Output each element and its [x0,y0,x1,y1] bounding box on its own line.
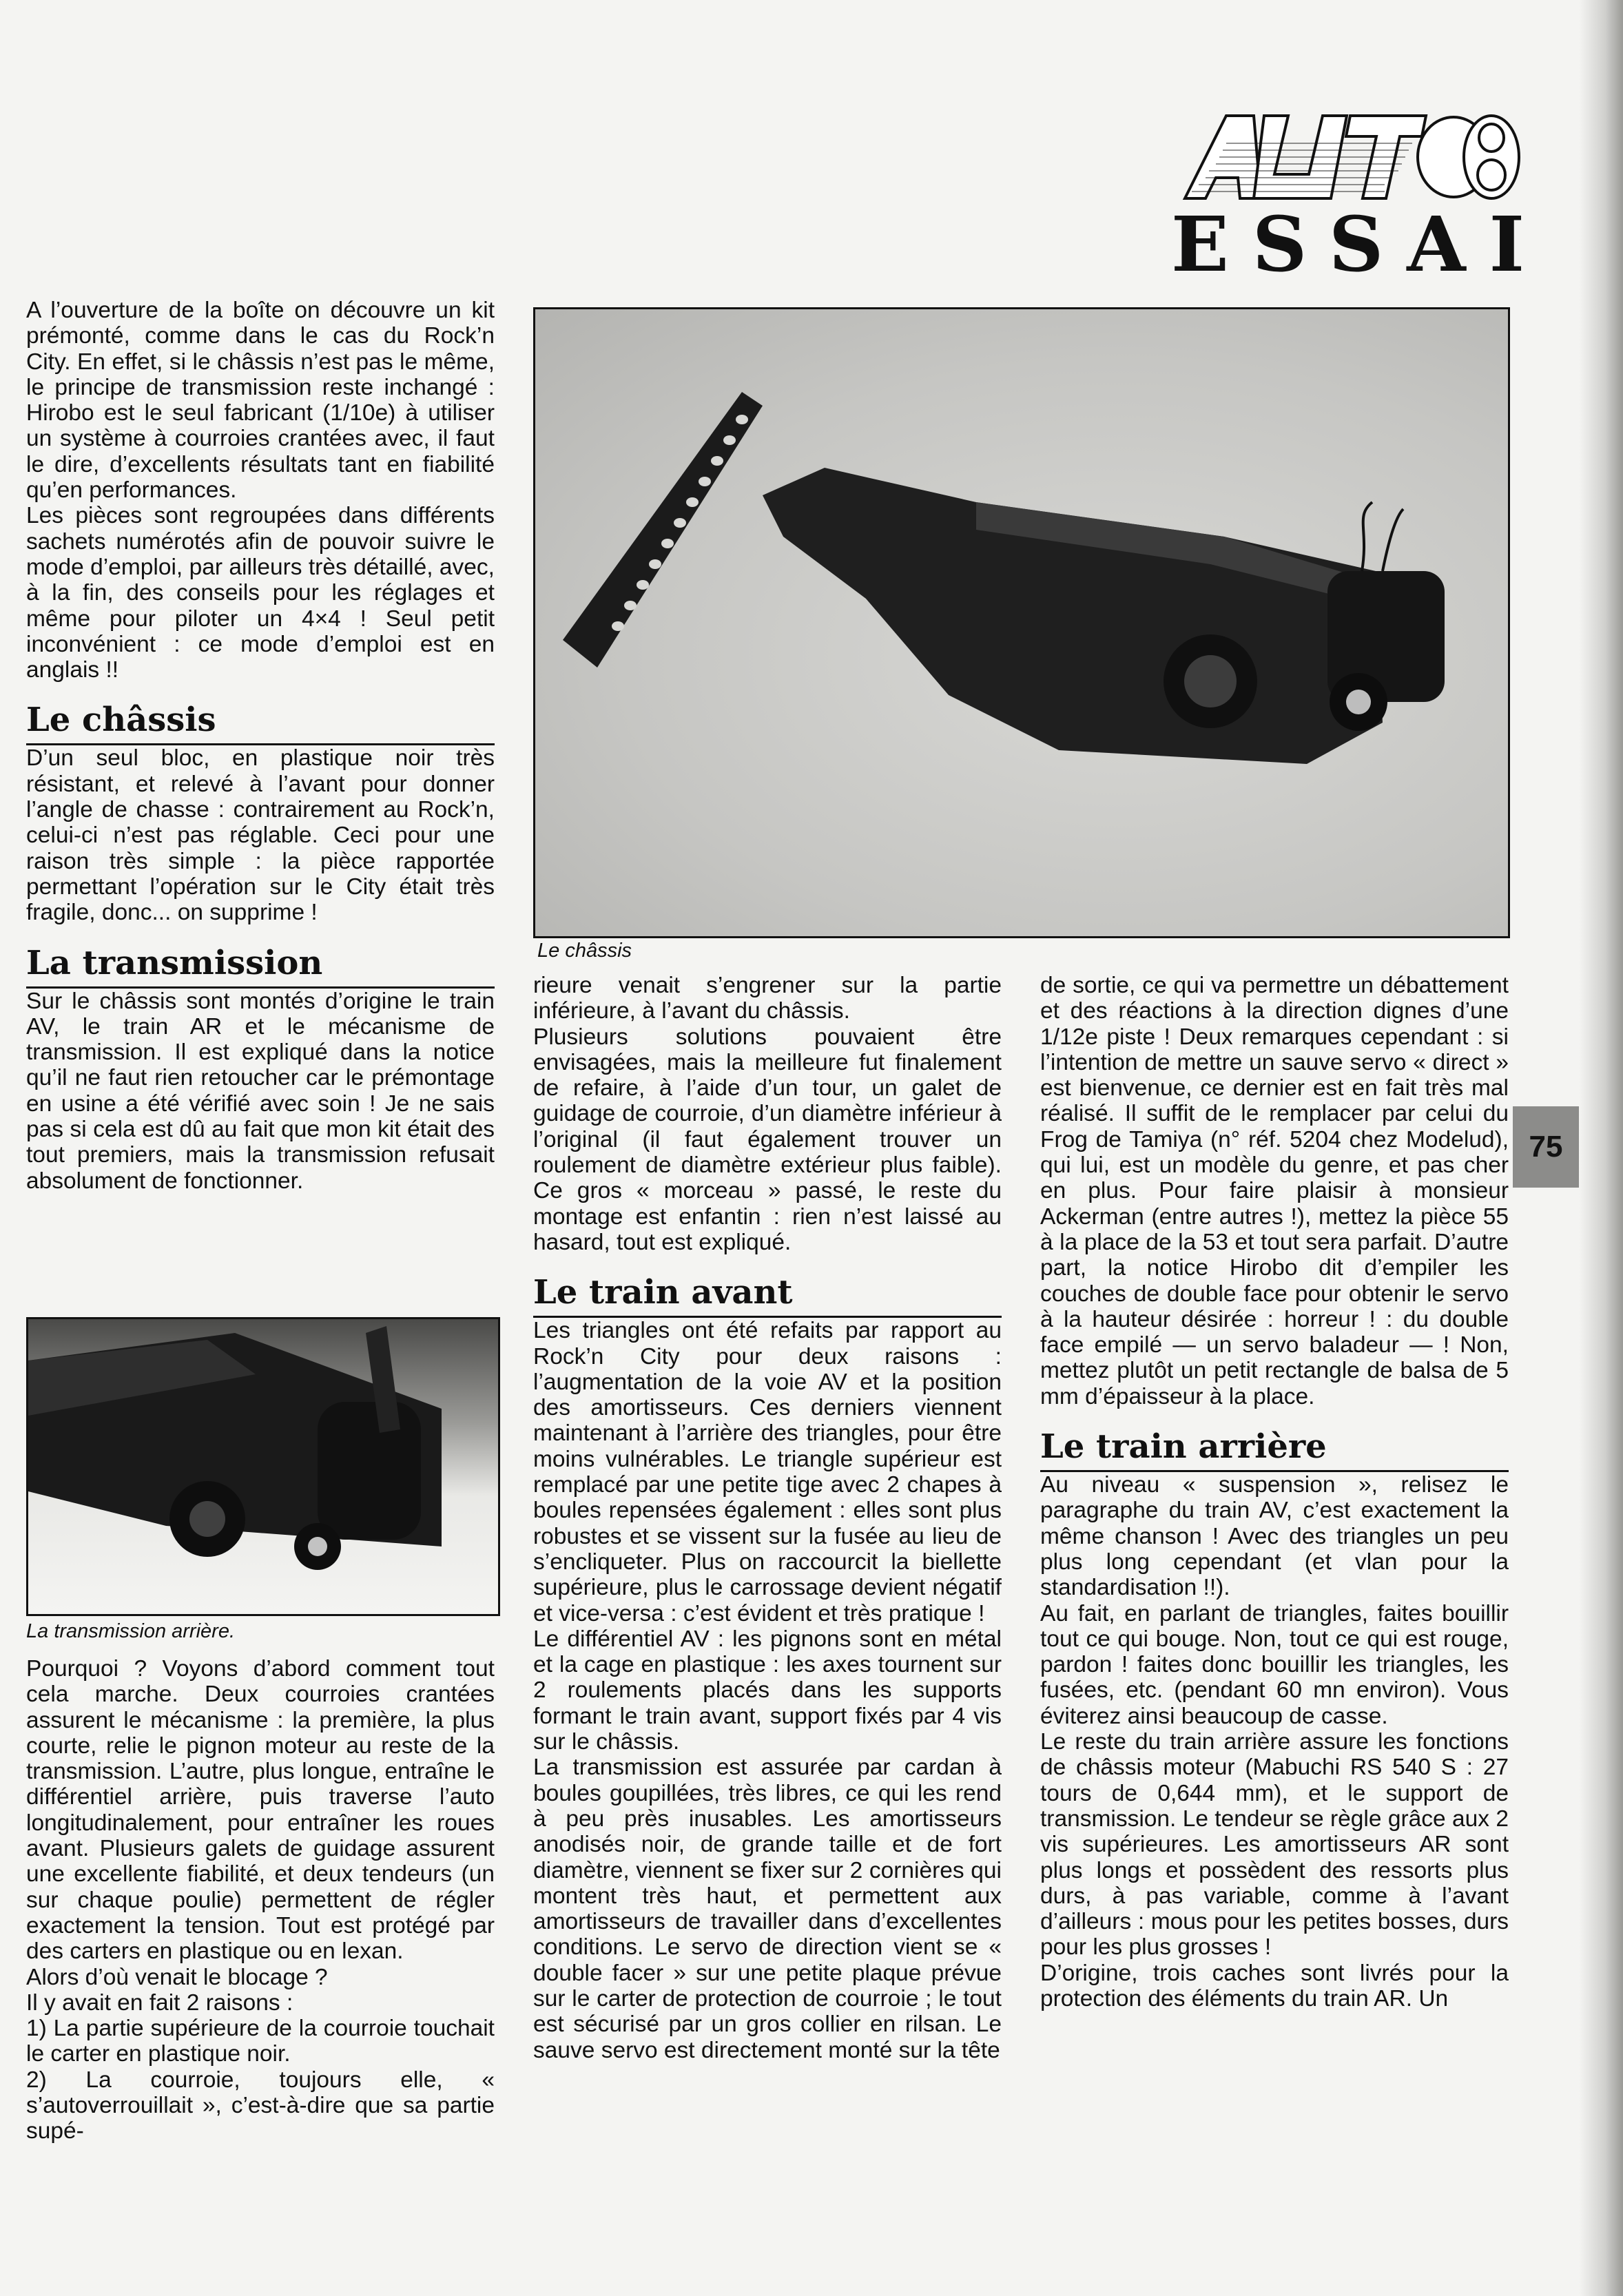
column-2 [533,973,1002,2063]
col3-paragraph-1: de sortie, ce qui va permettre un débattement et des réactions à la direction dignes d’une 1/12e piste ! Deux remarques cependant : si l’intention de mettre un sauve servo « direct » est bienvenue, ce dernier est en fait très mal réalisé. Il suffit de le remplacer par celui du Frog de Tamiya (n° réf. 5204 chez Modelud), qui lui, est un modèle du genre, et pas cher en plus. Pour faire plaisir à monsieur Ackerman (entre autres !), mettez la pièce 55 à la place de la 53 et tout sera parfait. D’autre part, la notice Hirobo dit d’empiler les couches de double face pour obtenir le servo à la hauteur désirée : horreur ! : du double face empilé — un servo baladeur — ! Non, mettez plutôt un petit rectangle de balsa de 5 mm d’épaisseur à la place. [1040,973,1509,1409]
col2-paragraph-4: Le différentiel AV : les pignons sont en métal et la cage en plastique : les axes tournent sur 2 roulements placés dans les supports formant le train avant, support fixés par 4 vis sur le châssis. [533,1626,1002,1755]
auto8-logo [1178,109,1522,205]
pourquoi-paragraph-1: Pourquoi ? Voyons d’abord comment tout cela marche. Deux courroies crantées assurent le mécanisme : la première, la plus courte, relie le pignon moteur au reste de la transmission. L’autre, plus longue, entraîne le différentiel arrière, puis traverse l’auto longitudinalement, pour entraîner les roues avant. Plusieurs galets de guidage assurent une excellente fiabilité, et deux tendeurs (un sur chaque poulie) permettent de régler exactement la tension. Tout est protégé par des carters en plastique ou en lexan. [26,1656,495,1965]
transmission-photo [26,1317,500,1616]
pourquoi-paragraph-2: Alors d’où venait le blocage ? [26,1964,328,1990]
transmission-photo-caption: La transmission arrière. [26,1620,235,1642]
chassis-photo-caption: Le châssis [537,940,632,962]
col3-paragraph-5: D’origine, trois caches sont livrés pour la protection des éléments du train AR. Un [1040,1960,1509,2011]
pourquoi-paragraph-3: Il y avait en fait 2 raisons : [26,1989,293,2016]
page-edge-shadow [1579,0,1623,2296]
heading-train-arriere: Le train arrière [1040,1426,1509,1472]
col2-paragraph-2: Plusieurs solutions pouvaient être envisagées, mais la meilleure fut finalement de refaire, à l’aide d’un tour, un galet de guidage de courroie, d’un diamètre inférieur à l’original (il faut également trouver un roulement de diamètre extérieur plus faible). Ce gros « morceau » passé, le reste du montage est enfantin : rien n’est laissé au hasard, tout est expliqué. [533,1024,1002,1255]
col2-paragraph-5: La transmission est assurée par cardan à boules goupillées, très libres, ce qui les rend à peu près inusables. Les amortisseurs anodisés noir, de grande taille et de fort diamètre, viennent se fixer sur 2 cornières qui montent très haut, et permettent aux amortisseurs de travailler dans d’excellentes conditions. Le servo de direction vient se « double facer » sur une petite plaque prévue sur le carter de protection de courroie ; le tout est sécurisé par un gros collier en rilsan. Le sauve servo est directement monté sur la tête [533,1755,1002,2063]
column-1 [26,298,495,1194]
transmission-paragraph: Sur le châssis sont montés d’origine le train AV, le train AR et le mécanisme de transmission. Il est expliqué dans la notice qu’il ne faut rien retoucher car le prémontage en usine a été vérifié avec soin ! Je ne sais pas si cela est dû au fait que mon kit était des tout premiers, mais la transmission refusait absolument de fonctionner. [26,988,495,1194]
column-3 [1040,973,1509,2011]
col3-paragraph-2: Au niveau « suspension », relisez le paragraphe du train AV, c’est exactement la même chanson ! Avec des triangles un peu plus long cependant (et vlan pour la standardisation !!). [1040,1472,1509,1601]
heading-chassis: Le châssis [26,699,495,745]
section-title: ESSAI [1171,200,1549,289]
heading-train-avant: Le train avant [533,1272,1002,1318]
col2-paragraph-3: Les triangles ont été refaits par rapport au Rock’n City pour deux raisons : l’augmentation de la voie AV et la position des amortisseurs. Ces derniers viennent maintenant à l’arrière des triangles, pour être moins vulnérables. Le triangle supérieur est remplacé par une petite tige avec 2 chapes à boules repensées également : elles sont plus robustes et se vissent sur la fusée au lieu de s’encliqueter. Plus on raccourcit la biellette supérieure, plus le carrossage devient négatif et vice-versa : c’est évident et très pratique ! [533,1318,1002,1626]
column-1-continued [26,1656,495,2144]
intro-paragraph-1: A l’ouverture de la boîte on découvre un kit prémonté, comme dans le cas du Rock’n City. En effet, si le châssis n’est pas le même, le principe de transmission reste inchangé : Hirobo est le seul fabricant (1/10e) à utiliser un système à courroies crantées avec, il faut le dire, d’excellents résultats tant en fiabilité qu’en performances. [26,298,495,504]
chassis-paragraph: D’un seul bloc, en plastique noir très résistant, et relevé à l’avant pour donner l’angle de chasse : contrairement au Rock’n, celui-ci n’est pas réglable. Ceci pour une raison très simple : la pièce rapportée permettant l’opération sur le City était très fragile, donc... on supprime ! [26,745,495,926]
col3-paragraph-3: Au fait, en parlant de triangles, faites bouillir tout ce qui bouge. Non, tout ce qui est rouge, pardon ! faites donc bouillir les triangles, les fusées, etc. (pendant 60 mn environ). Vous éviterez ainsi beaucoup de casse. [1040,1600,1509,1729]
pourquoi-paragraph-4: 1) La partie supérieure de la courroie touchait le carter en plastique noir. [26,2016,495,2067]
heading-transmission: La transmission [26,942,495,989]
chassis-photo [533,307,1510,938]
page-number: 75 [1513,1106,1579,1188]
pourquoi-paragraph-5: 2) La courroie, toujours elle, « s’autoverrouillait », c’est-à-dire que sa partie supé- [26,2067,495,2144]
col2-paragraph-1: rieure venait s’engrener sur la partie inférieure, à l’avant du châssis. [533,973,1002,1024]
intro-paragraph-2: Les pièces sont regroupées dans différents sachets numérotés afin de pouvoir suivre le mode d’emploi, par ailleurs très détaillé, avec, à la fin, des conseils pour les réglages et même pour piloter un 4×4 ! Seul petit inconvénient : ce mode d’emploi est en anglais !! [26,503,495,683]
col3-paragraph-4: Le reste du train arrière assure les fonctions de châssis moteur (Mabuchi RS 540 S : 27 tours de 0,644 mm), et le support de transmission. Le tendeur se règle grâce aux 2 vis supérieures. Les amortisseurs AR sont plus longs et possèdent des ressorts plus durs, à pas variable, comme à l’avant d’ailleurs : mous pour les petites bosses, durs pour les plus grosses ! [1040,1729,1509,1961]
